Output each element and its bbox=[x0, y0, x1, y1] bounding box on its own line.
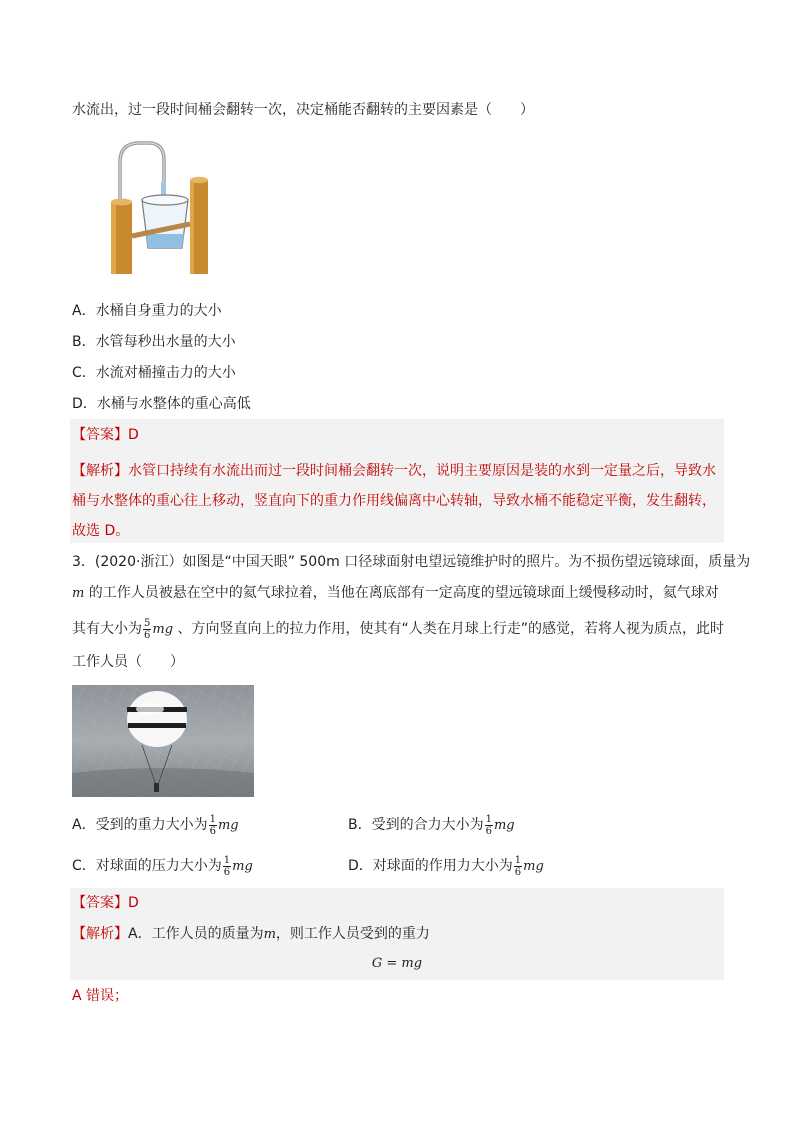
question-3-line-2: m 的工作人员被悬在空中的氦气球拉着，当他在离底部有一定高度的望远镜球面上缓慢移动时，氦气球对 bbox=[72, 585, 719, 601]
analysis-q3-line-1: 【解析】A．工作人员的质量为m，则工作人员受到的重力 bbox=[72, 926, 430, 942]
option-a: A．水桶自身重力的大小 bbox=[72, 303, 222, 319]
option-b: B．水管每秒出水量的大小 bbox=[72, 334, 236, 350]
analysis-line-1: 水管口持续有水流出而过一段时间桶会翻转一次，说明主要原因是装的水到一定量之后，导致水 bbox=[128, 463, 716, 479]
variable-m: m bbox=[263, 927, 276, 942]
question-3-line-1: 3．(2020·浙江）如图是“中国天眼” 500m 口径球面射电望远镜维护时的照片。为不损伤望远镜球面，质量为 bbox=[72, 554, 751, 570]
question-3-line-3: 其有大小为 $\frac{5}{6}$ mg 、方向竖直向上的拉力作用，使其有“人类在月球上行走”的感觉，若将人视为质点，此时 bbox=[72, 617, 724, 641]
fraction-1-6: $\frac{1}{6}$ bbox=[209, 813, 216, 837]
q3-option-b: B．受到的合力大小为 $\frac{1}{6}$ mg bbox=[348, 813, 515, 837]
gravity-formula: G = mg bbox=[371, 956, 423, 971]
analysis-line-3: 故选 D。 bbox=[72, 523, 130, 539]
answer-line-q3 bbox=[72, 893, 139, 913]
option-c: C．水流对桶撞击力的大小 bbox=[72, 365, 236, 381]
question-2-stem: 水流出，过一段时间桶会翻转一次，决定桶能否翻转的主要因素是（ ） bbox=[72, 102, 534, 118]
fraction-1-6: $\frac{1}{6}$ bbox=[485, 813, 492, 837]
q3-option-a: A．受到的重力大小为 $\frac{1}{6}$ mg bbox=[72, 813, 239, 837]
variable-m: m bbox=[72, 586, 85, 601]
answer-tag: 【答案】 bbox=[72, 427, 128, 443]
bucket-apparatus-figure bbox=[104, 138, 220, 276]
fraction-1-6: $\frac{1}{6}$ bbox=[514, 854, 522, 878]
analysis-q3-after: A 错误； bbox=[72, 988, 129, 1004]
fast-telescope-photo bbox=[72, 685, 254, 797]
answer-value: D bbox=[128, 895, 139, 911]
option-d: D．水桶与水整体的重心高低 bbox=[72, 396, 251, 412]
q3-option-c: C．对球面的压力大小为 $\frac{1}{6}$ mg bbox=[72, 854, 253, 878]
analysis-tag: 【解析】 bbox=[72, 463, 128, 479]
question-3-line-4: 工作人员（ ） bbox=[72, 654, 184, 670]
answer-tag: 【答案】 bbox=[72, 895, 128, 911]
fraction-1-6: $\frac{1}{6}$ bbox=[223, 854, 231, 878]
fraction-5-6: $\frac{5}{6}$ bbox=[144, 617, 151, 641]
analysis-line-2: 桶与水整体的重心往上移动，竖直向下的重力作用线偏离中心转轴，导致水桶不能稳定平衡，发生翻转， bbox=[72, 493, 716, 509]
analysis-q2 bbox=[72, 456, 716, 486]
answer-line-q2 bbox=[72, 425, 139, 445]
answer-value: D bbox=[128, 427, 139, 443]
q3-option-d: D．对球面的作用力大小为 $\frac{1}{6}$ mg bbox=[348, 854, 544, 878]
analysis-tag: 【解析】 bbox=[72, 926, 128, 942]
